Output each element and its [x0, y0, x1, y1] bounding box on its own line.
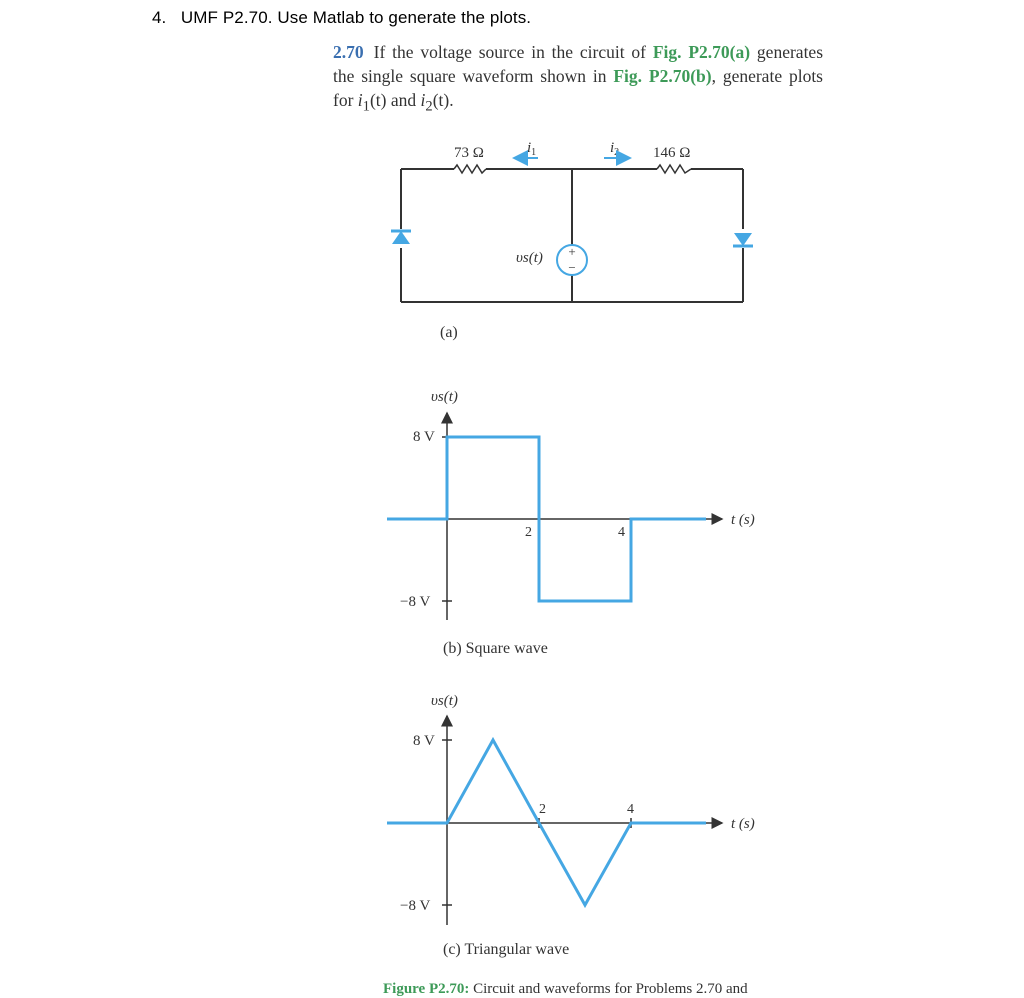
triangle-tick-2-label: 2: [539, 802, 546, 817]
problem-text-1: If the voltage source in the circuit of: [373, 42, 653, 62]
square-tick-2: 2: [525, 525, 532, 540]
var-i1: i: [357, 90, 363, 110]
square-x-label: t (s): [731, 512, 755, 528]
triangle-y-label: υs(t): [431, 693, 458, 709]
triangle-caption: (c) Triangular wave: [443, 941, 570, 958]
diode-left-icon: [391, 231, 411, 244]
diode-right-icon: [733, 233, 753, 246]
current-i2-label: $i_2$: [610, 140, 620, 158]
circuit-diagram: [391, 140, 753, 341]
problem-text-3: , generate plots for: [333, 66, 823, 110]
question-number: 4.: [152, 8, 167, 27]
square-tick-4: 4: [618, 525, 625, 540]
problem-text-2: generates the single square waveform shown in: [333, 42, 824, 86]
triangle-tick-4-label: 4: [627, 802, 634, 817]
figure-caption-text: Circuit and waveforms for Problems 2.70 and: [469, 981, 748, 997]
figure-ref-b: Fig. P2.70(b): [613, 66, 712, 86]
var-t1: (t): [369, 90, 387, 110]
circuit-caption: (a): [440, 324, 458, 341]
square-wave-plot: [387, 389, 755, 657]
var-t2: (t): [432, 90, 450, 110]
problem-number: 2.70: [333, 42, 364, 62]
var-i1-sub: 1: [362, 98, 370, 115]
triangle-y-top: 8 V: [413, 733, 435, 749]
triangle-x-label: t (s): [731, 816, 755, 832]
figure-caption: [383, 981, 748, 998]
question-title: UMF P2.70. Use Matlab to generate the plots.: [180, 8, 532, 27]
source-minus: −: [568, 260, 576, 275]
var-i2: i: [420, 90, 426, 110]
source-plus: +: [568, 244, 576, 259]
current-i1-label: $i_1$: [527, 140, 537, 158]
square-y-top: 8 V: [413, 429, 435, 445]
square-y-label: υs(t): [431, 389, 458, 405]
resistor-73-icon: [454, 165, 486, 173]
resistor-146-label: 146 Ω: [653, 145, 691, 161]
source-label: υs(t): [516, 250, 543, 266]
triangle-y-bottom: −8 V: [400, 898, 431, 914]
square-y-bottom: −8 V: [400, 594, 431, 610]
resistor-146-icon: [657, 165, 691, 173]
problem-end: .: [449, 90, 454, 110]
square-caption: (b) Square wave: [443, 640, 548, 657]
problem-and: and: [386, 90, 421, 110]
triangle-wave-plot: [387, 693, 755, 958]
resistor-73-label: 73 Ω: [454, 145, 484, 161]
figure-caption-label: Figure P2.70:: [383, 981, 470, 997]
figure-ref-a: Fig. P2.70(a): [652, 42, 751, 62]
var-i2-sub: 2: [425, 98, 433, 115]
